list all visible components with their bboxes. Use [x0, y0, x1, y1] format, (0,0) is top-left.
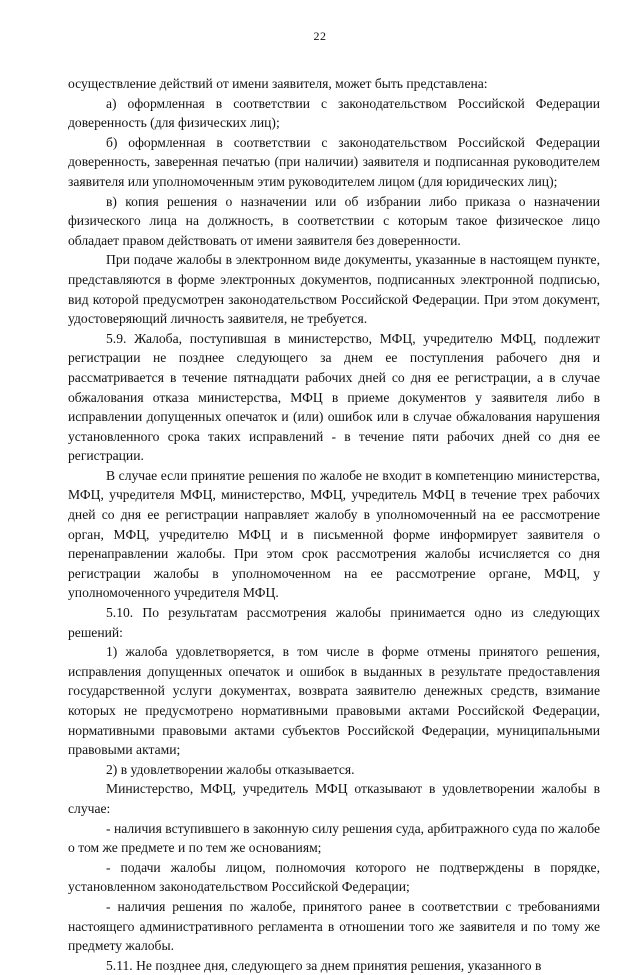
paragraph: 5.9. Жалоба, поступившая в министерство, МФЦ, учредителю МФЦ, подлежит регистрации не позднее следующего за днем ее поступления рабочего дня и рассматривается в течение пятнадцати рабочих дней со дня ее регистрации, а в случае обжалования отказа министерства, МФЦ в приеме документов у заявителя либо в исправлении допущенных опечаток и (или) ошибок или в случае обжалования нарушения установленного срока таких исправлений - в течение пяти рабочих дней со дня ее регистрации. — [68, 330, 600, 464]
document-body — [68, 74, 600, 975]
paragraph: б) оформленная в соответствии с законодательством Российской Федерации доверенность, заверенная печатью (при наличии) заявителя и подписанная руководителем заявителя или уполномоченным этим руководителем лицом (для юридических лиц); — [68, 134, 600, 189]
paragraph: В случае если принятие решения по жалобе не входит в компетенцию министерства, МФЦ, учредителя МФЦ, министерство, МФЦ, учредитель МФЦ в течение трех рабочих дней со дня ее регистрации направляет жалобу в уполномоченный на ее рассмотрение орган, МФЦ, учредителю МФЦ и в письменной форме информирует заявителя о перенаправлении жалобы. При этом срок рассмотрения жалобы исчисляется со дня регистрации жалобы в уполномоченном на ее рассмотрение органе, МФЦ, у уполномоченного учредителя МФЦ. — [68, 467, 600, 601]
paragraph: осуществление действий от имени заявителя, может быть представлена: — [68, 76, 488, 91]
page-number: 22 — [313, 29, 327, 43]
paragraph: - наличия вступившего в законную силу решения суда, арбитражного суда по жалобе о том же предмете и по тем же основаниям; — [68, 820, 600, 856]
paragraph: 1) жалоба удовлетворяется, в том числе в форме отмены принятого решения, исправления допущенных опечаток и ошибок в выданных в результате предоставления государственной услуги документах, возврата заявителю денежных средств, взимание которых не предусмотрено нормативными правовыми актами Российской Федерации, нормативными правовыми актами субъектов Российской Федерации, муниципальными правовыми актами; — [68, 644, 600, 758]
paragraph: При подаче жалобы в электронном виде документы, указанные в настоящем пункте, представляются в форме электронных документов, подписанных электронной подписью, вид которой предусмотрен законодательством Российской Федерации. При этом документ, удостоверяющий личность заявителя, не требуется. — [68, 252, 600, 327]
paragraph: - наличия решения по жалобе, принятого ранее в соответствии с требованиями настоящего административного регламента в отношении того же заявителя и по тому же предмету жалобы. — [68, 898, 600, 954]
paragraph: в) копия решения о назначении или об избрании либо приказа о назначении физического лица на должность, в соответствии с которым такое физическое лицо обладает правом действовать от имени заявителя без доверенности. — [68, 193, 600, 248]
paragraph: 5.11. Не позднее дня, следующего за днем принятия решения, указанного в — [106, 957, 542, 973]
paragraph: а) оформленная в соответствии с законодательством Российской Федерации доверенность (для физических лиц); — [68, 95, 600, 131]
paragraph: - подачи жалобы лицом, полномочия которого не подтверждены в порядке, установленном законодательством Российской Федерации; — [68, 859, 600, 895]
paragraph: 2) в удовлетворении жалобы отказывается. — [106, 761, 355, 777]
paragraph: Министерство, МФЦ, учредитель МФЦ отказывают в удовлетворении жалобы в случае: — [68, 781, 600, 816]
paragraph: 5.10. По результатам рассмотрения жалобы принимается одно из следующих решений: — [68, 605, 600, 640]
